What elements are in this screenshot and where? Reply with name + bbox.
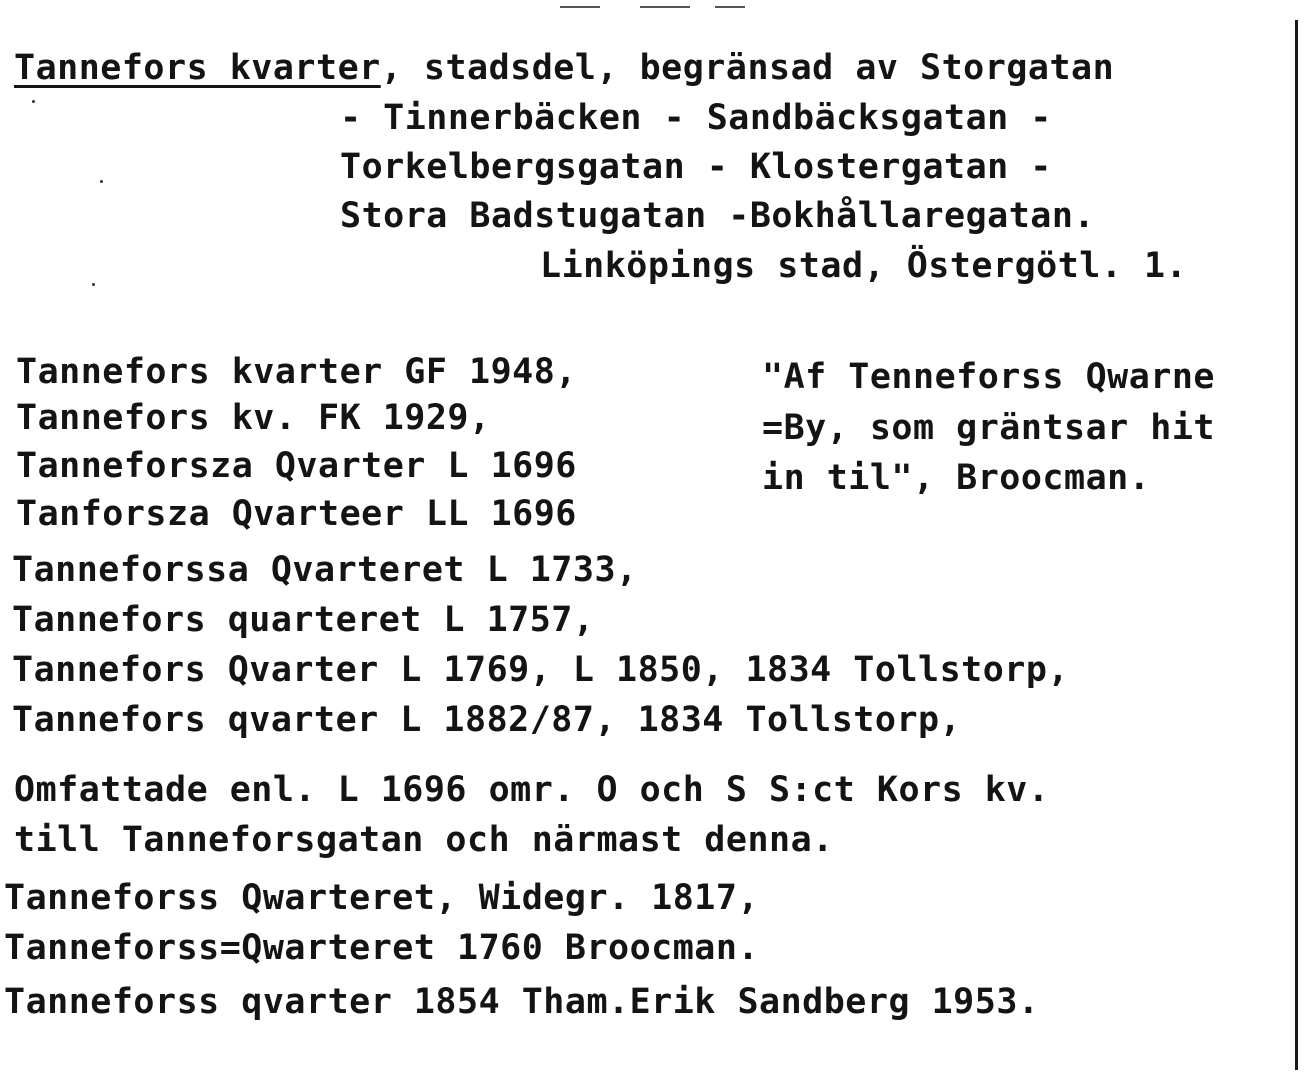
heading-line	[14, 48, 1114, 88]
signature: Erik Sandberg 1953.	[629, 982, 1040, 1022]
form-entry: Tannefors Qvarter L 1769, L 1850, 1834 Tollstorp,	[12, 650, 1070, 690]
note-line: till Tanneforsgatan och närmast denna.	[14, 820, 834, 860]
later-form-entry: Tanneforss Qwarteret, Widegr. 1817,	[4, 878, 760, 918]
form-entry: Tanneforsza Qvarter L 1696	[16, 446, 577, 486]
heading-continuation: - Tinnerbäcken - Sandbäcksgatan -	[340, 98, 1052, 138]
scan-mark	[640, 6, 690, 8]
scan-mark	[560, 6, 600, 8]
heading-continuation: Stora Badstugatan -Bokhållaregatan.	[340, 196, 1096, 236]
scan-mark	[715, 6, 745, 8]
scan-speck	[100, 180, 103, 183]
form-entry: Tannefors kv. FK 1929,	[16, 398, 491, 438]
later-form-entry: Tanneforss=Qwarteret 1760 Broocman.	[4, 928, 760, 968]
form-entry: Tanneforssa Qvarteret L 1733,	[12, 550, 638, 590]
form-entry: Tanforsza Qvarteer LL 1696	[16, 494, 577, 534]
quote-line: in til", Broocman.	[762, 458, 1151, 498]
form-entry: Tannefors kvarter GF 1948,	[16, 352, 577, 392]
note-line: Omfattade enl. L 1696 omr. O och S S:ct Kors kv.	[14, 770, 1050, 810]
quote-line: "Af Tenneforss Qwarne	[762, 357, 1216, 397]
later-form-line	[4, 982, 1039, 1022]
heading-location: Linköpings stad, Östergötl. 1.	[540, 246, 1188, 286]
heading-term: Tannefors kvarter	[14, 48, 381, 88]
scan-speck	[32, 100, 35, 103]
card-border	[1295, 20, 1298, 1070]
heading-rest: , stadsdel, begränsad av Storgatan	[380, 48, 1115, 88]
form-entry: Tannefors qvarter L 1882/87, 1834 Tollstorp,	[12, 700, 962, 740]
heading-continuation: Torkelbergsgatan - Klostergatan -	[340, 147, 1052, 187]
form-entry: Tannefors quarteret L 1757,	[12, 600, 595, 640]
later-form-entry: Tanneforss qvarter 1854 Tham.	[4, 982, 630, 1022]
scan-speck	[92, 283, 95, 286]
quote-line: =By, som gräntsar hit	[762, 408, 1216, 448]
